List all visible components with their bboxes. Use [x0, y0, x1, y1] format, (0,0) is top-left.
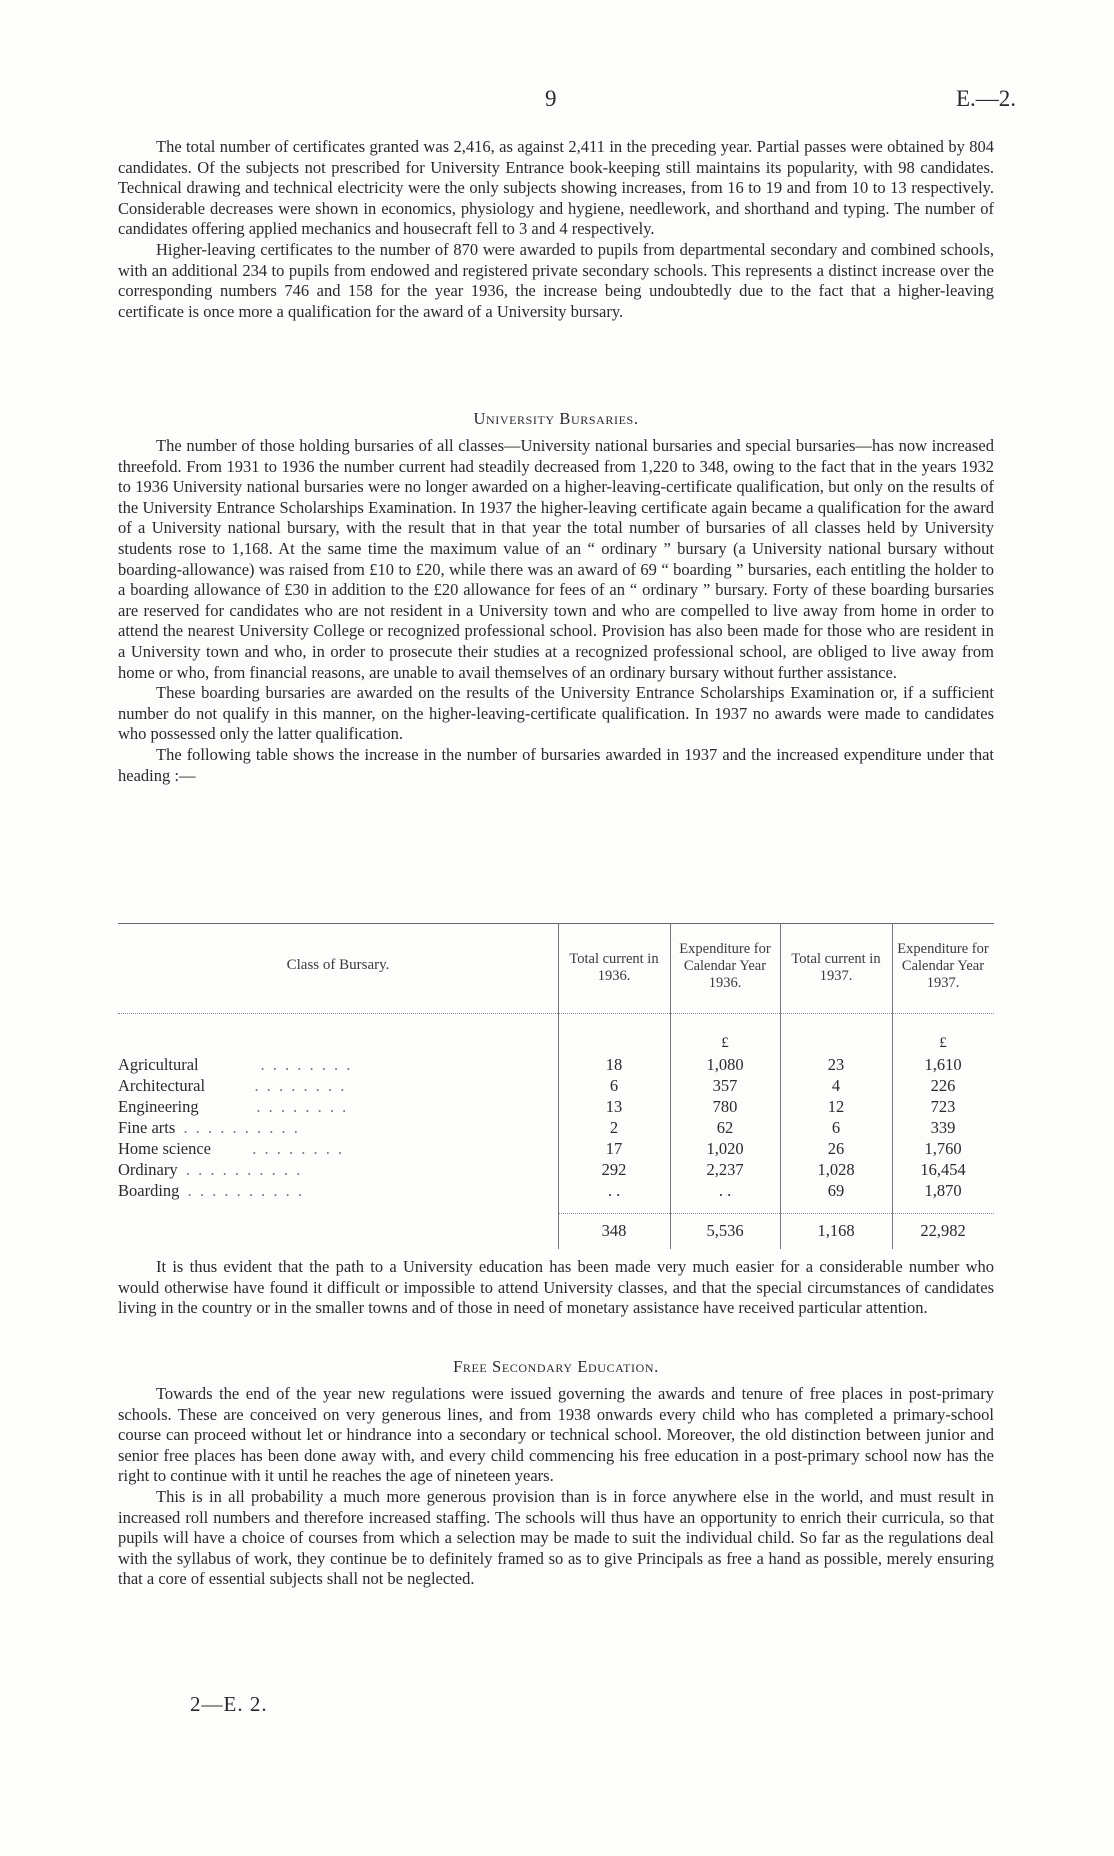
- paragraph: The total number of certificates granted was 2,416, as against 2,411 in the preceding year. Partial passes were obtained by 804 candidates. Of the subjects not prescribed for University Entrance book-keeping still maintains its popularity, with 98 candidates. Technical drawing and technical electricity were the only subjects showing increases, from 16 to 19 and from 10 to 13 respectively. Considerable decreases were shown in economics, physiology and hygiene, needlework, and shorthand and typing. The number of candidates offering applied mechanics and housecraft fell to 3 and 4 respectively.: [118, 137, 994, 239]
- currency-unit: £: [939, 1035, 947, 1051]
- cell-expenditure-1937: 1,760: [924, 1139, 962, 1158]
- table-row: [118, 1181, 994, 1202]
- table-row: [118, 1097, 994, 1118]
- table-row: [118, 1139, 994, 1160]
- table-rule: [118, 923, 994, 924]
- row-label: Home science: [118, 1139, 211, 1158]
- leader-dots: . . . . . . . .: [252, 1139, 345, 1158]
- cell-expenditure-1936: 780: [712, 1097, 738, 1116]
- leader-dots: . . . . . . . .: [260, 1055, 353, 1074]
- total-1936: 348: [601, 1221, 627, 1240]
- currency-unit: £: [721, 1035, 729, 1051]
- text-block-conclusion: [118, 1257, 994, 1319]
- cell-total-1937: 4: [831, 1076, 841, 1095]
- column-header-total-1936: Total current in 1936.: [569, 951, 659, 984]
- column-header-expenditure-1936: Expenditure for Calendar Year 1936.: [679, 941, 771, 991]
- cell-expenditure-1937: 16,454: [920, 1160, 966, 1179]
- table-totals-row: [118, 1221, 994, 1242]
- column-header-expenditure-1937: Expenditure for Calendar Year 1937.: [897, 941, 989, 991]
- cell-total-1936: 6: [609, 1076, 619, 1095]
- cell-total-1936: 13: [605, 1097, 623, 1116]
- row-label: Ordinary: [118, 1160, 178, 1179]
- cell-total-1937: 23: [827, 1055, 845, 1074]
- total-expenditure-1937: 22,982: [920, 1221, 966, 1240]
- section-heading-free-secondary-education: Free Secondary Education.: [453, 1357, 659, 1376]
- paragraph: The number of those holding bursaries of all classes—University national bursaries and special bursaries—has now increased threefold. From 1931 to 1936 the number current had steadily decreased from 1,220 to 348, owing to the fact that in the years 1932 to 1936 University national bursaries were no longer awarded on a higher-leaving-certificate qualification, but only on the results of the University Entrance Scholarships Examination. In 1937 the higher-leaving certificate again became a qualification for the award of a University national bursary, with the result that in that year the total number of bursaries of all classes held by University students rose to 1,168. At the same time the maximum value of an “ ordinary ” bursary (a University national bursary without boarding-allowance) was raised from £10 to £20, while there was an award of 69 “ boarding ” bursaries, each entitling the holder to a boarding allowance of £30 in addition to the £20 allowance for fees of an “ ordinary ” bursary. Forty of these boarding bursaries are reserved for candidates who are not resident in a University town and who are compelled to live away from home in order to attend the nearest University College or recognized professional school. Provision has also been made for those who are resident in a University town and who, in order to prosecute their studies at a recognized professional school, are obliged to live away from home or who, from financial reasons, are unable to avail themselves of an ordinary bursary without further assistance.: [118, 436, 994, 682]
- leader-dots: . . . . . . . . . .: [187, 1181, 305, 1200]
- text-block-bursaries: [118, 436, 994, 786]
- paragraph: Towards the end of the year new regulations were issued governing the awards and tenure of free places in post-primary schools. These are conceived on very generous lines, and from 1938 onwards every child who has completed a primary-school course can proceed without let or hindrance into a secondary or technical school. Moreover, the old distinction between junior and senior free places has been done away with, and every child commencing his free education in a post-primary school now has the right to continue with it until he reaches the age of nineteen years.: [118, 1384, 994, 1486]
- page-footer: 2—E. 2.: [190, 1692, 268, 1716]
- column-header-class: Class of Bursary.: [286, 957, 390, 973]
- row-label: Fine arts: [118, 1118, 176, 1137]
- table-row: [118, 1160, 994, 1181]
- leader-dots: . . . . . . . .: [256, 1097, 349, 1116]
- cell-expenditure-1936: 357: [712, 1076, 738, 1095]
- cell-total-1937: 26: [827, 1139, 845, 1158]
- total-1937: 1,168: [817, 1221, 855, 1240]
- cell-expenditure-1937: 1,610: [924, 1055, 962, 1074]
- row-label: Boarding: [118, 1181, 180, 1200]
- table-row: [118, 1118, 994, 1139]
- column-header-total-1937: Total current in 1937.: [791, 951, 881, 984]
- cell-total-1937: 69: [827, 1181, 845, 1200]
- cell-expenditure-1937: 1,870: [924, 1181, 962, 1200]
- cell-expenditure-1937: 723: [930, 1097, 956, 1116]
- cell-total-1936: 292: [601, 1160, 627, 1179]
- cell-total-1936: 17: [605, 1139, 623, 1158]
- text-block-free-education: [118, 1384, 994, 1590]
- table-row: [118, 1055, 994, 1076]
- table-row: [118, 1076, 994, 1097]
- cell-expenditure-1936: 1,080: [706, 1055, 744, 1074]
- cell-expenditure-1936: 1,020: [706, 1139, 744, 1158]
- cell-expenditure-1937: 226: [930, 1076, 956, 1095]
- cell-total-1937: 6: [831, 1118, 841, 1137]
- row-label: Agricultural: [118, 1055, 199, 1074]
- paragraph: This is in all probability a much more generous provision than is in force anywhere else in the world, and must result in increased roll numbers and therefore increased staffing. The schools will thus have an opportunity to enrich their curricula, so that pupils will have a choice of courses from which a selection may be made to suit the individual child. So far as the regulations deal with the syllabus of work, they continue be to definitely framed so as to give Principals as free a hand as possible, merely ensuring that a core of essential subjects shall not be neglected.: [118, 1486, 994, 1589]
- leader-dots: . . . . . . . . . .: [185, 1160, 303, 1179]
- cell-total-1936: . .: [607, 1181, 621, 1200]
- cell-expenditure-1937: 339: [930, 1118, 956, 1137]
- page-number: 9: [545, 86, 557, 111]
- table-rule: [118, 1013, 994, 1014]
- paragraph: It is thus evident that the path to a University education has been made very much easier for a considerable number who would otherwise have found it difficult or impossible to attend University classes, and that the special circumstances of candidates living in the country or in the smaller towns and of those in need of monetary assistance have received particular attention.: [118, 1257, 994, 1318]
- section-heading-university-bursaries: University Bursaries.: [473, 409, 639, 428]
- cell-expenditure-1936: 2,237: [706, 1160, 744, 1179]
- total-expenditure-1936: 5,536: [706, 1221, 744, 1240]
- table-rule: [558, 1213, 994, 1214]
- row-label: Engineering: [118, 1097, 199, 1116]
- cell-expenditure-1936: 62: [716, 1118, 734, 1137]
- text-block-certificates: [118, 137, 994, 322]
- leader-dots: . . . . . . . .: [254, 1076, 347, 1095]
- paragraph: The following table shows the increase in the number of bursaries awarded in 1937 and the increased expenditure under that heading :—: [118, 744, 994, 785]
- paragraph: These boarding bursaries are awarded on the results of the University Entrance Scholarships Examination or, if a sufficient number do not qualify in this manner, on the higher-leaving-certificate qualification. In 1937 no awards were made to candidates who possessed only the latter qualification.: [118, 683, 994, 744]
- row-label: Architectural: [118, 1076, 206, 1095]
- cell-total-1936: 2: [609, 1118, 619, 1137]
- cell-total-1937: 1,028: [817, 1160, 855, 1179]
- cell-total-1937: 12: [827, 1097, 845, 1116]
- page-reference: E.—2.: [956, 86, 1017, 111]
- leader-dots: . . . . . . . . . .: [183, 1118, 300, 1137]
- paragraph: Higher-leaving certificates to the number of 870 were awarded to pupils from departmental secondary and combined schools, with an additional 234 to pupils from endowed and registered private secondary schools. This represents a distinct increase over the corresponding numbers 746 and 158 for the year 1936, the increase being undoubtedly due to the fact that a higher-leaving certificate is once more a qualification for the award of a University bursary.: [118, 239, 994, 321]
- cell-total-1936: 18: [605, 1055, 623, 1074]
- cell-expenditure-1936: . .: [718, 1181, 732, 1200]
